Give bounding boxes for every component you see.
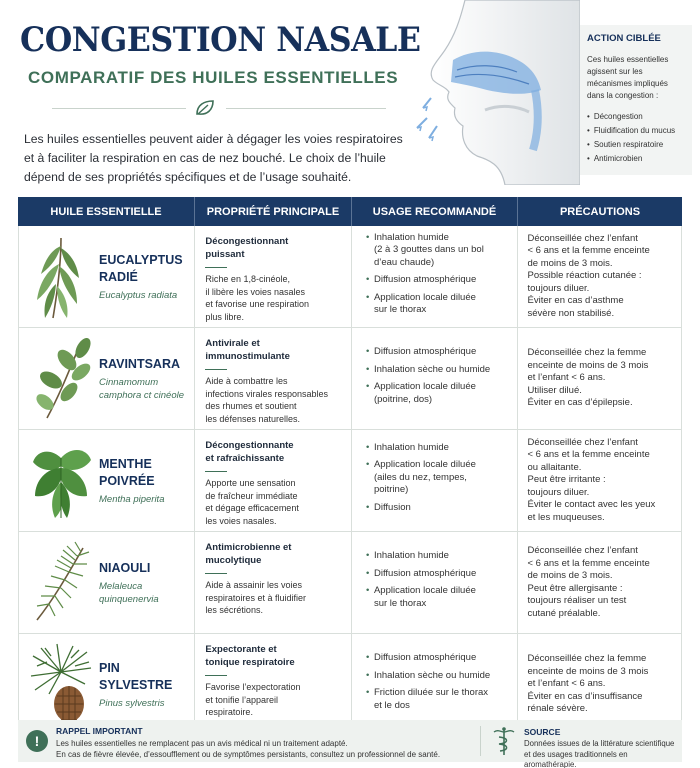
action-item: • Soutien respiratoire — [587, 138, 686, 152]
property-title: Décongestionnant puissant — [205, 236, 289, 260]
leaf-icon — [194, 99, 216, 117]
footer-divider — [480, 726, 481, 756]
precautions-text: Déconseillée chez l’enfant < 6 ans et la femme enceinte ou allaitante. Peut être irritante : toujours diluer. Éviter le contact avec les yeux et les muqueuses. — [527, 436, 656, 523]
divider-right — [226, 108, 386, 109]
ravintsara-icon — [27, 336, 95, 422]
oil-names — [99, 226, 183, 327]
property-title: Antimicrobienne et mucolytique — [205, 542, 292, 566]
property-cell — [195, 532, 352, 633]
page-subtitle: COMPARATIF DES HUILES ESSENTIELLES — [28, 68, 399, 87]
usage-cell — [352, 532, 518, 633]
property-text: Apporte une sensation de fraîcheur immédiate et dégage efficacement les voies nasales. — [205, 478, 299, 526]
action-title: ACTION CIBLÉE — [587, 33, 661, 44]
oil-names — [99, 532, 159, 633]
oil-names — [99, 430, 164, 531]
rappel-text: Les huiles essentielles ne remplacent pas un avis médical ni un traitement adapté. — [56, 739, 348, 748]
usage-cell — [352, 328, 518, 429]
oil-latin-name: Mentha piperita — [99, 493, 165, 505]
property-underline — [205, 369, 227, 370]
usage-item: • Diffusion — [366, 502, 509, 515]
property-underline — [205, 573, 227, 574]
precautions-text: Déconseillée chez la femme enceinte de moins de 3 mois et l’enfant < 6 ans. Utiliser dilué. Éviter en cas d’épilepsie. — [527, 347, 649, 409]
usage-item: • Diffusion atmosphérique — [366, 274, 509, 287]
oil-cell — [19, 328, 195, 429]
rappel-block — [56, 726, 476, 760]
usage-item: • Diffusion atmosphérique — [366, 568, 509, 581]
usage-item: • Inhalation humide (2 à 3 gouttes dans un bol d’eau chaude) — [366, 232, 509, 270]
precautions-text: Déconseillée chez l’enfant < 6 ans et la femme enceinte de moins de 3 mois. Possible réaction cutanée : toujours diluer. Éviter en cas d’asthme sévère non stabilisé. — [527, 232, 650, 319]
oil-name: EUCALYPTUS RADIÉ — [99, 252, 183, 284]
property-title: Antivirale et immunostimulante — [205, 338, 290, 362]
usage-item: • Application locale diluée (ailes du nez, tempes, poitrine) — [366, 459, 509, 497]
table-row — [18, 226, 682, 328]
action-item: • Décongestion — [587, 110, 686, 124]
precautions-cell — [518, 430, 682, 531]
usage-item: • Diffusion atmosphérique — [366, 652, 509, 665]
property-cell — [195, 430, 352, 531]
property-text: Aide à assainir les voies respiratoires et à fluidifier les sécrétions. — [205, 580, 306, 615]
precautions-text: Déconseillée chez l’enfant < 6 ans et la femme enceinte de moins de 3 mois. Peut être allergisante : toujours réaliser un test cutané préalable. — [527, 545, 650, 619]
source-block — [524, 727, 679, 768]
property-underline — [205, 471, 227, 472]
header-usage: USAGE RECOMMANDÉ — [352, 197, 518, 226]
rappel-title: RAPPEL IMPORTANT — [56, 726, 143, 736]
oil-cell — [19, 226, 195, 327]
mint-icon — [27, 438, 95, 524]
oil-name: MENTHE POIVRÉE — [99, 456, 155, 488]
source-text: Données issues de la littérature scientifique et des usages traditionnels en aromathérapie. — [524, 739, 675, 768]
usage-item: • Friction diluée sur le thorax et le dos — [366, 687, 509, 712]
usage-item: • Application locale diluée (poitrine, dos) — [366, 381, 509, 406]
table-row — [18, 328, 682, 430]
header-precautions: PRÉCAUTIONS — [559, 205, 641, 218]
usage-item: • Application locale diluée sur le thorax — [366, 292, 509, 317]
action-list — [587, 110, 686, 166]
intro-text: Les huiles essentielles peuvent aider à dégager les voies respiratoires et à faciliter la respiration en cas de nez bouché. Le choix de l’huile dépend de ses propriétés spécifiques et de l’usage souhaité. — [24, 132, 403, 184]
property-underline — [205, 675, 227, 676]
property-cell — [195, 328, 352, 429]
oils-table — [18, 197, 682, 736]
oil-latin-name: Melaleuca quinquenervia — [99, 580, 159, 605]
property-text: Aide à combattre les infections virales responsables des rhumes et soutient les défenses naturelles. — [205, 376, 328, 424]
oil-name: NIAOULI — [99, 560, 151, 575]
usage-item: • Inhalation humide — [366, 550, 509, 563]
caduceus-icon — [490, 726, 518, 756]
usage-cell — [352, 430, 518, 531]
action-item: • Antimicrobien — [587, 152, 686, 166]
source-title: SOURCE — [524, 727, 561, 737]
divider-left — [52, 108, 186, 109]
table-header — [18, 197, 682, 226]
table-row — [18, 532, 682, 634]
property-text: Favorise l’expectoration et tonifie l’appareil respiratoire. — [205, 682, 301, 717]
oil-latin-name: Eucalyptus radiata — [99, 289, 178, 301]
niaouli-icon — [27, 540, 95, 626]
precautions-cell — [518, 328, 682, 429]
usage-item: • Diffusion atmosphérique — [366, 346, 509, 359]
precautions-cell — [518, 532, 682, 633]
usage-cell — [352, 226, 518, 327]
table-row — [18, 430, 682, 532]
rappel-text: En cas de fièvre élevée, d’essoufflement ou de symptômes persistants, consultez un professionnel de santé. — [56, 750, 441, 759]
pine-icon — [27, 642, 95, 728]
header-oil: HUILE ESSENTIELLE — [18, 197, 195, 226]
precautions-text: Déconseillée chez la femme enceinte de moins de 3 mois et l’enfant < 6 ans. Éviter en cas d’insuffisance rénale sévère. — [527, 653, 649, 715]
head-profile-illustration — [405, 0, 580, 185]
property-title: Décongestionnante et rafraîchissante — [205, 440, 294, 464]
header-property: PROPRIÉTÉ PRINCIPALE — [195, 197, 352, 226]
oil-names — [99, 328, 184, 429]
warning-icon: ! — [26, 730, 48, 752]
property-title: Expectorante et tonique respiratoire — [205, 644, 295, 668]
usage-item: • Inhalation humide — [366, 442, 509, 455]
oil-latin-name: Cinnamomum camphora ct cinéole — [99, 376, 185, 401]
usage-item: • Inhalation sèche ou humide — [366, 364, 509, 377]
property-cell — [195, 226, 352, 327]
action-text: Ces huiles essentielles agissent sur les mécanismes impliqués dans la congestion : — [587, 55, 669, 100]
property-underline — [205, 267, 227, 268]
page-title: CONGESTION NASALE — [20, 20, 421, 60]
usage-item: • Inhalation sèche ou humide — [366, 670, 509, 683]
precautions-cell — [518, 226, 682, 327]
action-item: • Fluidification du mucus — [587, 124, 686, 138]
oil-name: RAVINTSARA — [99, 356, 181, 371]
oil-cell — [19, 430, 195, 531]
property-text: Riche en 1,8-cinéole, il libère les voies nasales et favorise une respiration plus libre. — [205, 274, 309, 322]
oil-latin-name: Pinus sylvestris — [99, 697, 165, 709]
usage-item: • Application locale diluée sur le thorax — [366, 585, 509, 610]
footer — [18, 720, 682, 768]
eucalyptus-icon — [27, 234, 95, 320]
oil-cell — [19, 532, 195, 633]
action-box — [580, 25, 692, 175]
oil-name: PIN SYLVESTRE — [99, 660, 173, 692]
